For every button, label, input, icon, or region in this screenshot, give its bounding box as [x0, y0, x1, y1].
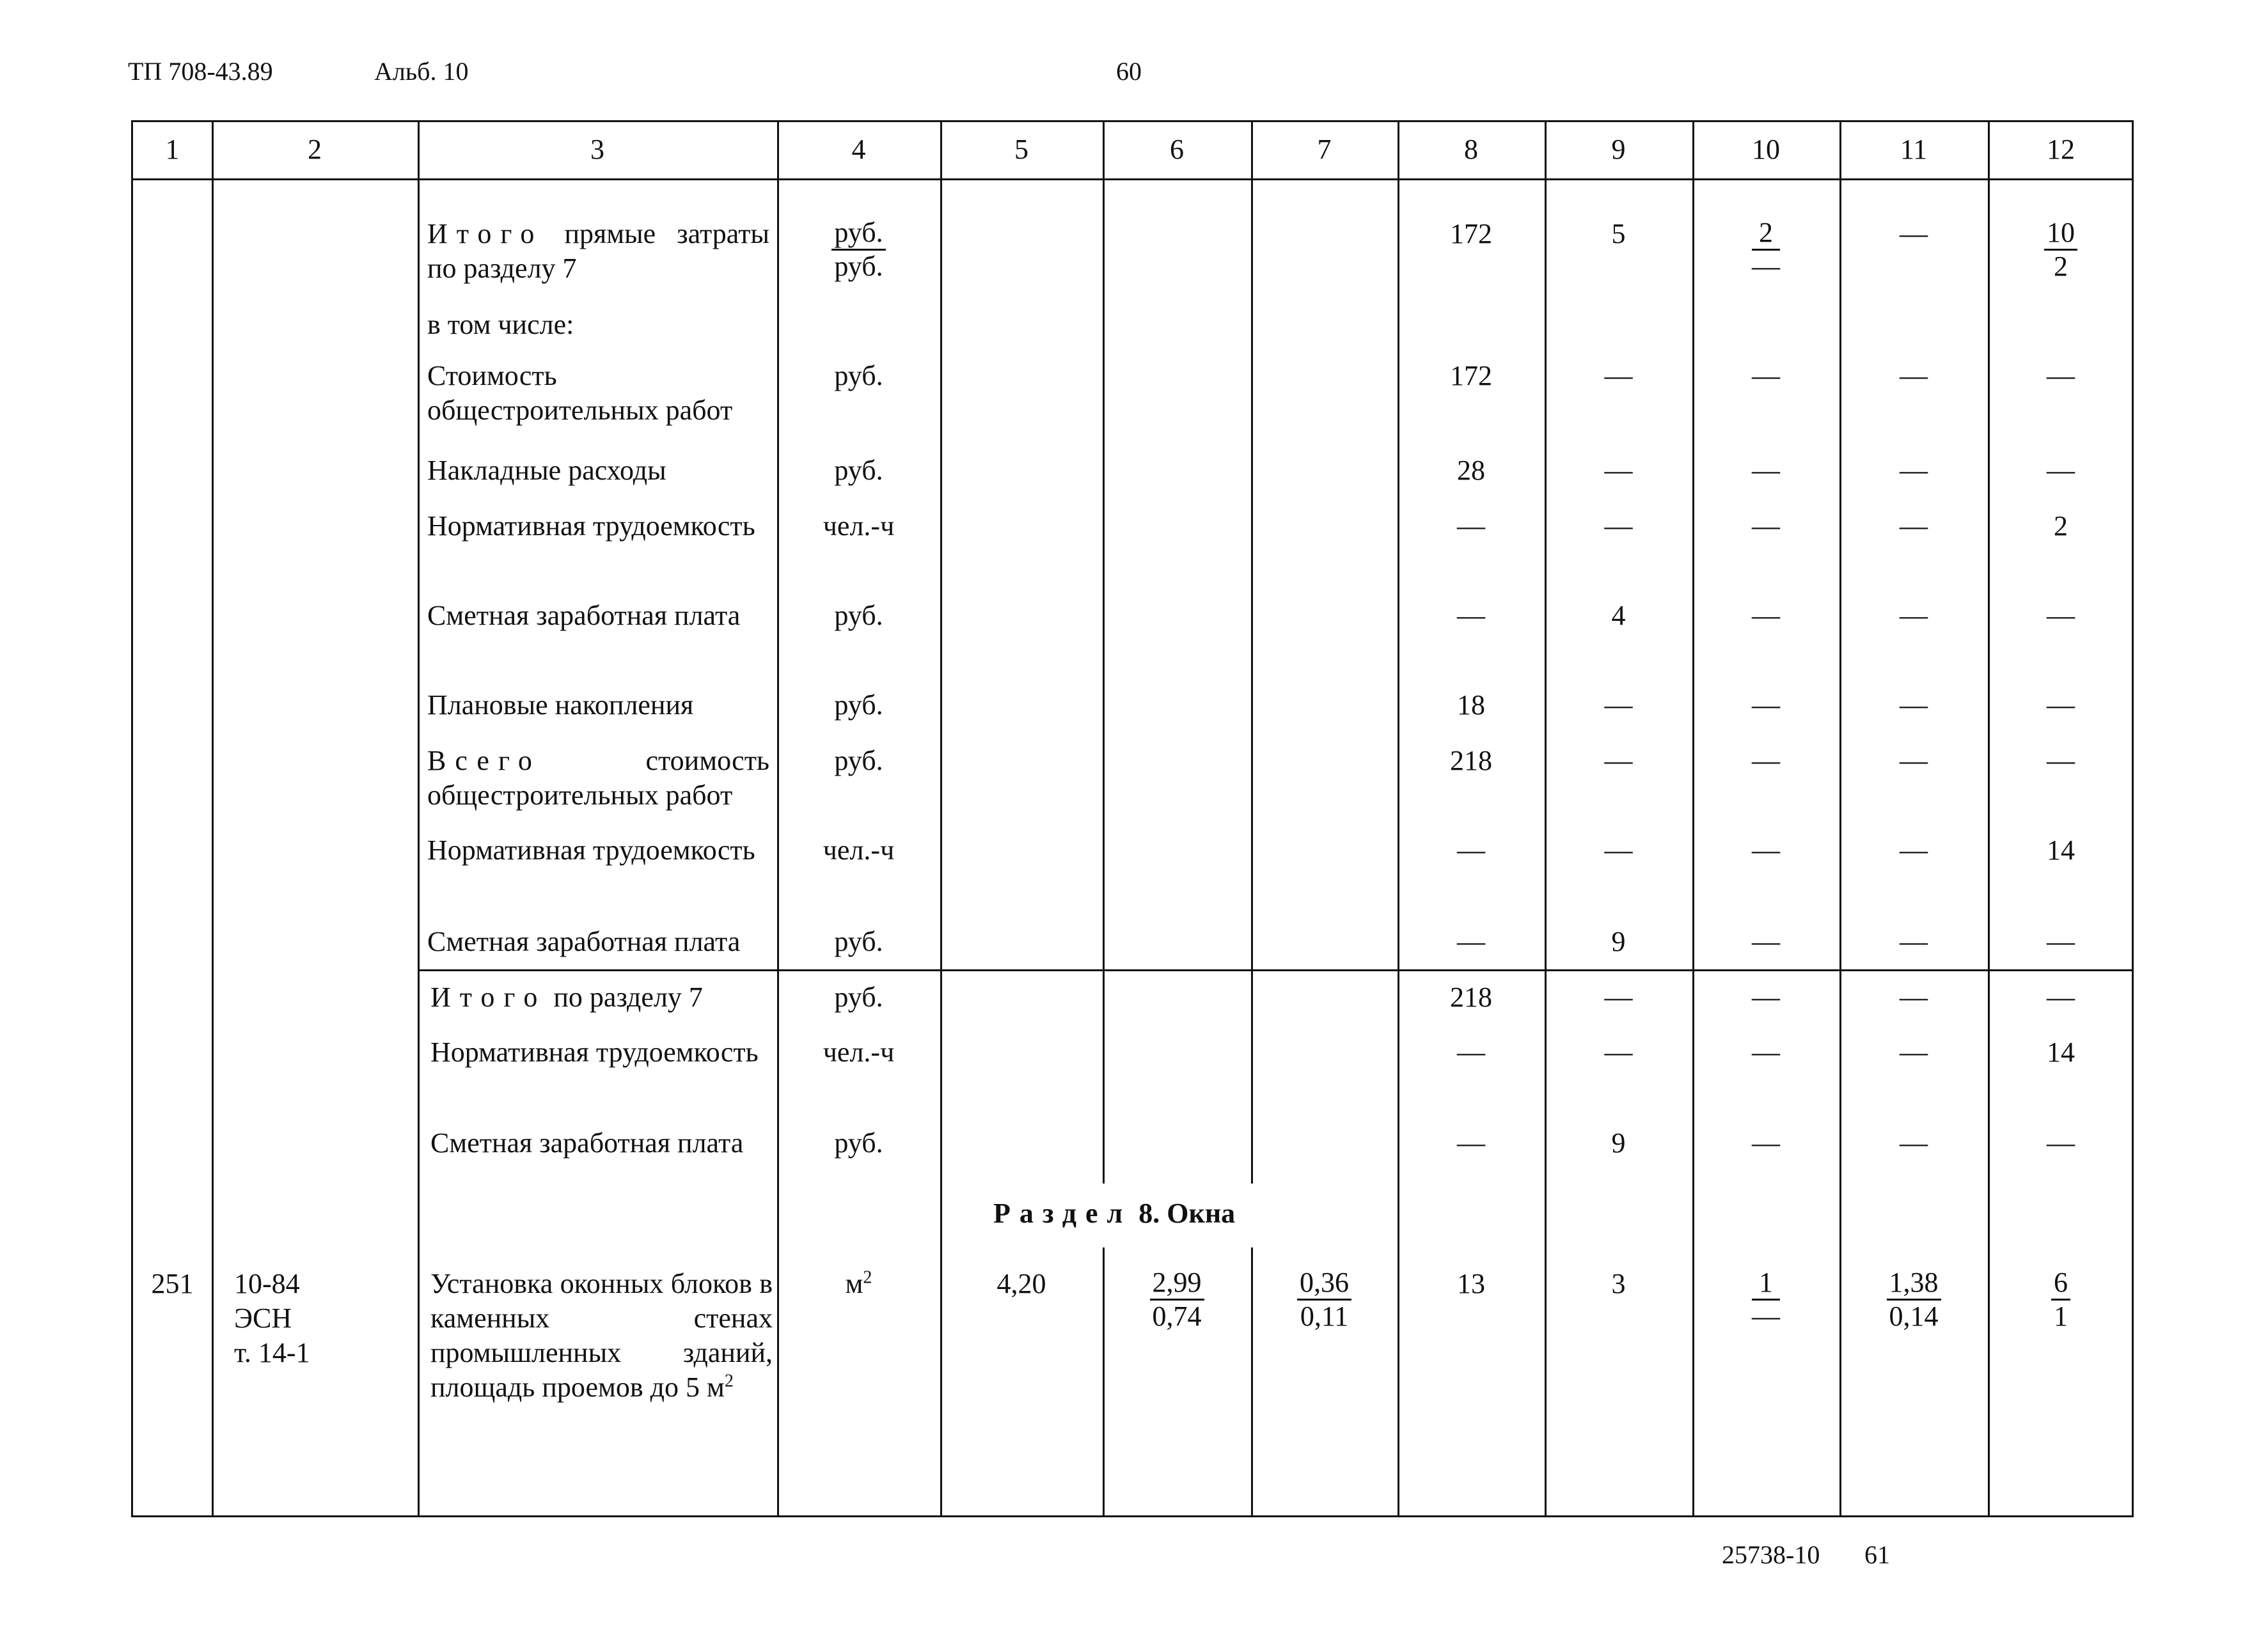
col-header-1: 1 — [165, 134, 180, 165]
cell-c11: — — [1900, 1036, 1928, 1068]
cell-c8: 18 — [1457, 689, 1485, 721]
cell-c9: 9 — [1611, 1127, 1626, 1159]
cell-c11: — — [1900, 600, 1928, 631]
cell-c11: — — [1900, 1127, 1928, 1159]
row-name: Сметная заработная плата — [427, 926, 741, 957]
row-name: Накладные расходы — [427, 455, 666, 486]
cell-c12 — [1988, 217, 2134, 284]
cell-c11: — — [1900, 360, 1928, 391]
cell-c9: — — [1604, 981, 1633, 1013]
cell-c6 — [1103, 1267, 1251, 1334]
fraction-numerator: 2,99 — [1150, 1267, 1204, 1301]
col-divider — [1545, 122, 1547, 1517]
cell-c10: — — [1752, 360, 1780, 391]
cell-c8: 13 — [1457, 1268, 1485, 1299]
subtotal-divider — [418, 969, 2134, 971]
col-header-3: 3 — [590, 134, 604, 165]
cell-c10: — — [1752, 689, 1780, 721]
cell-c10 — [1692, 1267, 1839, 1334]
album-label: Альб. 10 — [374, 57, 469, 86]
item-name — [430, 1267, 773, 1405]
unit-text: м — [845, 1268, 863, 1299]
cell-c10: — — [1752, 1127, 1780, 1159]
cell-c9: 4 — [1611, 600, 1626, 631]
cell-c11: — — [1900, 689, 1928, 721]
cell-c11: — — [1900, 834, 1928, 866]
fraction-numerator: 1 — [1752, 1267, 1780, 1301]
cell-c12: — — [2047, 745, 2075, 776]
row-unit — [777, 217, 940, 284]
cell-c10 — [1692, 217, 1839, 284]
footer-code: 25738-10 — [1722, 1540, 1820, 1569]
cell-c12: 14 — [2047, 1036, 2075, 1068]
row-name-spaced: Итого — [427, 218, 544, 249]
cell-c11: — — [1900, 218, 1928, 249]
cell-c11: — — [1900, 745, 1928, 776]
cell-c12: — — [2047, 455, 2075, 486]
item-code-3: т. 14-1 — [234, 1337, 310, 1368]
cell-c12: — — [2047, 600, 2075, 631]
cell-c9: — — [1604, 360, 1633, 391]
row-unit: руб. — [834, 981, 883, 1013]
fraction-denominator: 0,11 — [1300, 1301, 1349, 1332]
cell-c12: 14 — [2047, 834, 2075, 866]
header-divider — [133, 178, 2134, 180]
cell-c9: 5 — [1611, 218, 1626, 249]
cell-c11: — — [1900, 926, 1928, 957]
col-divider — [1251, 122, 1253, 1184]
cell-c9: 9 — [1611, 926, 1626, 957]
col-divider — [777, 122, 779, 1517]
row-name-rest: по разделу 7 — [546, 981, 703, 1013]
fraction-numerator: 1,38 — [1887, 1267, 1941, 1301]
cell-c12: — — [2047, 926, 2075, 957]
cell-c5: 4,20 — [996, 1268, 1046, 1299]
row-name: Плановые накопления — [427, 689, 694, 721]
row-name — [427, 217, 769, 286]
cell-c8: — — [1457, 926, 1485, 957]
row-unit: руб. — [834, 1127, 883, 1159]
row-name — [430, 980, 773, 1015]
cell-c9: — — [1604, 1036, 1633, 1068]
row-unit — [777, 1267, 940, 1301]
row-name: Сметная заработная плата — [430, 1127, 744, 1159]
item-name-text: Установка оконных блоков в каменных стенах промышленных зданий, площадь проемов до 5 м — [430, 1268, 773, 1403]
cell-c12: — — [2047, 360, 2075, 391]
cell-c10: — — [1752, 926, 1780, 957]
cell-c8: 218 — [1450, 745, 1492, 776]
row-name-rest: стоимость общестроительных работ — [427, 745, 769, 811]
fraction-numerator: 0,36 — [1297, 1267, 1351, 1301]
col-header-7: 7 — [1317, 134, 1332, 165]
cell-c9: 3 — [1611, 1268, 1626, 1299]
row-name-spaced: Итого — [430, 981, 547, 1013]
col-header-10: 10 — [1752, 134, 1780, 165]
row-unit: руб. — [834, 745, 883, 776]
item-code-2: ЭСН — [234, 1302, 292, 1334]
fraction-numerator: 2 — [1752, 217, 1780, 251]
footer-page: 61 — [1864, 1540, 1890, 1569]
cell-c12: — — [2047, 689, 2075, 721]
row-name: Нормативная трудоемкость — [427, 834, 755, 866]
cell-c10: — — [1752, 510, 1780, 542]
row-unit: руб. — [834, 689, 883, 721]
section-heading-spaced: Раздел — [993, 1198, 1132, 1229]
row-unit: руб. — [834, 360, 883, 391]
cell-c10: — — [1752, 455, 1780, 486]
col-header-4: 4 — [851, 134, 866, 165]
col-divider — [418, 122, 420, 1517]
col-header-11: 11 — [1900, 134, 1928, 165]
row-unit: руб. — [834, 926, 883, 957]
cell-c11: — — [1900, 455, 1928, 486]
cell-c8: — — [1457, 510, 1485, 542]
cell-c8: — — [1457, 600, 1485, 631]
cell-c8: — — [1457, 1036, 1485, 1068]
row-name: Нормативная трудоемкость — [427, 510, 755, 542]
row-name: Сметная заработная плата — [427, 600, 741, 631]
row-name: Стоимость общестроительных работ — [427, 360, 733, 426]
col-header-9: 9 — [1611, 134, 1626, 165]
fraction-denominator: — — [1752, 251, 1780, 282]
cell-c10: — — [1752, 745, 1780, 776]
fraction-numerator: 10 — [2044, 217, 2077, 251]
cell-c10: — — [1752, 981, 1780, 1013]
row-unit: чел.-ч — [823, 510, 895, 542]
col-header-2: 2 — [308, 134, 322, 165]
cell-c12: — — [2047, 1127, 2075, 1159]
col-divider — [1398, 122, 1399, 1517]
cell-c8: 218 — [1450, 981, 1492, 1013]
cell-c12: 2 — [2054, 510, 2068, 542]
cell-c8: 172 — [1450, 360, 1492, 391]
fraction-denominator: 1 — [2054, 1301, 2068, 1332]
col-header-12: 12 — [2047, 134, 2075, 165]
col-header-8: 8 — [1464, 134, 1478, 165]
cell-c8: — — [1457, 1127, 1485, 1159]
row-unit: чел.-ч — [823, 834, 895, 866]
cell-c10: — — [1752, 834, 1780, 866]
row-unit: руб. — [834, 455, 883, 486]
item-code-1: 10-84 — [234, 1268, 300, 1299]
estimate-table — [131, 120, 2134, 1517]
cell-c8: 28 — [1457, 455, 1485, 486]
row-name — [427, 744, 769, 813]
row-name-spaced: Всего — [427, 745, 541, 776]
cell-c8: 172 — [1450, 218, 1492, 249]
cell-c12: — — [2047, 981, 2075, 1013]
col-divider — [940, 122, 942, 1517]
col-header-5: 5 — [1014, 134, 1028, 165]
section-heading — [993, 1196, 1235, 1231]
fraction-numerator: 6 — [2051, 1267, 2070, 1301]
row-name: Нормативная трудоемкость — [430, 1036, 759, 1068]
cell-c11 — [1839, 1267, 1988, 1334]
fraction-denominator: 2 — [2054, 251, 2068, 282]
cell-c9: — — [1604, 689, 1633, 721]
cell-c9: — — [1604, 455, 1633, 486]
col-header-6: 6 — [1170, 134, 1184, 165]
item-number: 251 — [151, 1268, 194, 1299]
cell-c12 — [1988, 1267, 2134, 1334]
unit-sup: 2 — [863, 1267, 872, 1288]
cell-c9: — — [1604, 834, 1633, 866]
col-divider — [1103, 122, 1105, 1184]
page-number: 60 — [1116, 57, 1142, 86]
section-heading-rest: 8. Окна — [1131, 1198, 1236, 1229]
fraction-denominator: 0,74 — [1152, 1301, 1202, 1332]
row-unit: чел.-ч — [823, 1036, 895, 1068]
unit-denominator: руб. — [834, 251, 883, 282]
unit-numerator: руб. — [831, 217, 885, 251]
cell-c11: — — [1900, 981, 1928, 1013]
cell-c9: — — [1604, 510, 1633, 542]
doc-code: ТП 708-43.89 — [128, 57, 273, 86]
fraction-denominator: 0,14 — [1889, 1301, 1939, 1332]
row-unit: руб. — [834, 600, 883, 631]
item-name-sup: 2 — [724, 1371, 734, 1391]
cell-c11: — — [1900, 510, 1928, 542]
cell-c8: — — [1457, 834, 1485, 866]
row-name-rest: прямые затраты по разделу 7 — [427, 218, 769, 284]
cell-c10: — — [1752, 600, 1780, 631]
cell-c10: — — [1752, 1036, 1780, 1068]
row-name: в том числе: — [427, 309, 574, 340]
cell-c7 — [1251, 1267, 1398, 1334]
col-divider — [212, 122, 214, 1517]
fraction-denominator: — — [1752, 1301, 1780, 1332]
cell-c9: — — [1604, 745, 1633, 776]
